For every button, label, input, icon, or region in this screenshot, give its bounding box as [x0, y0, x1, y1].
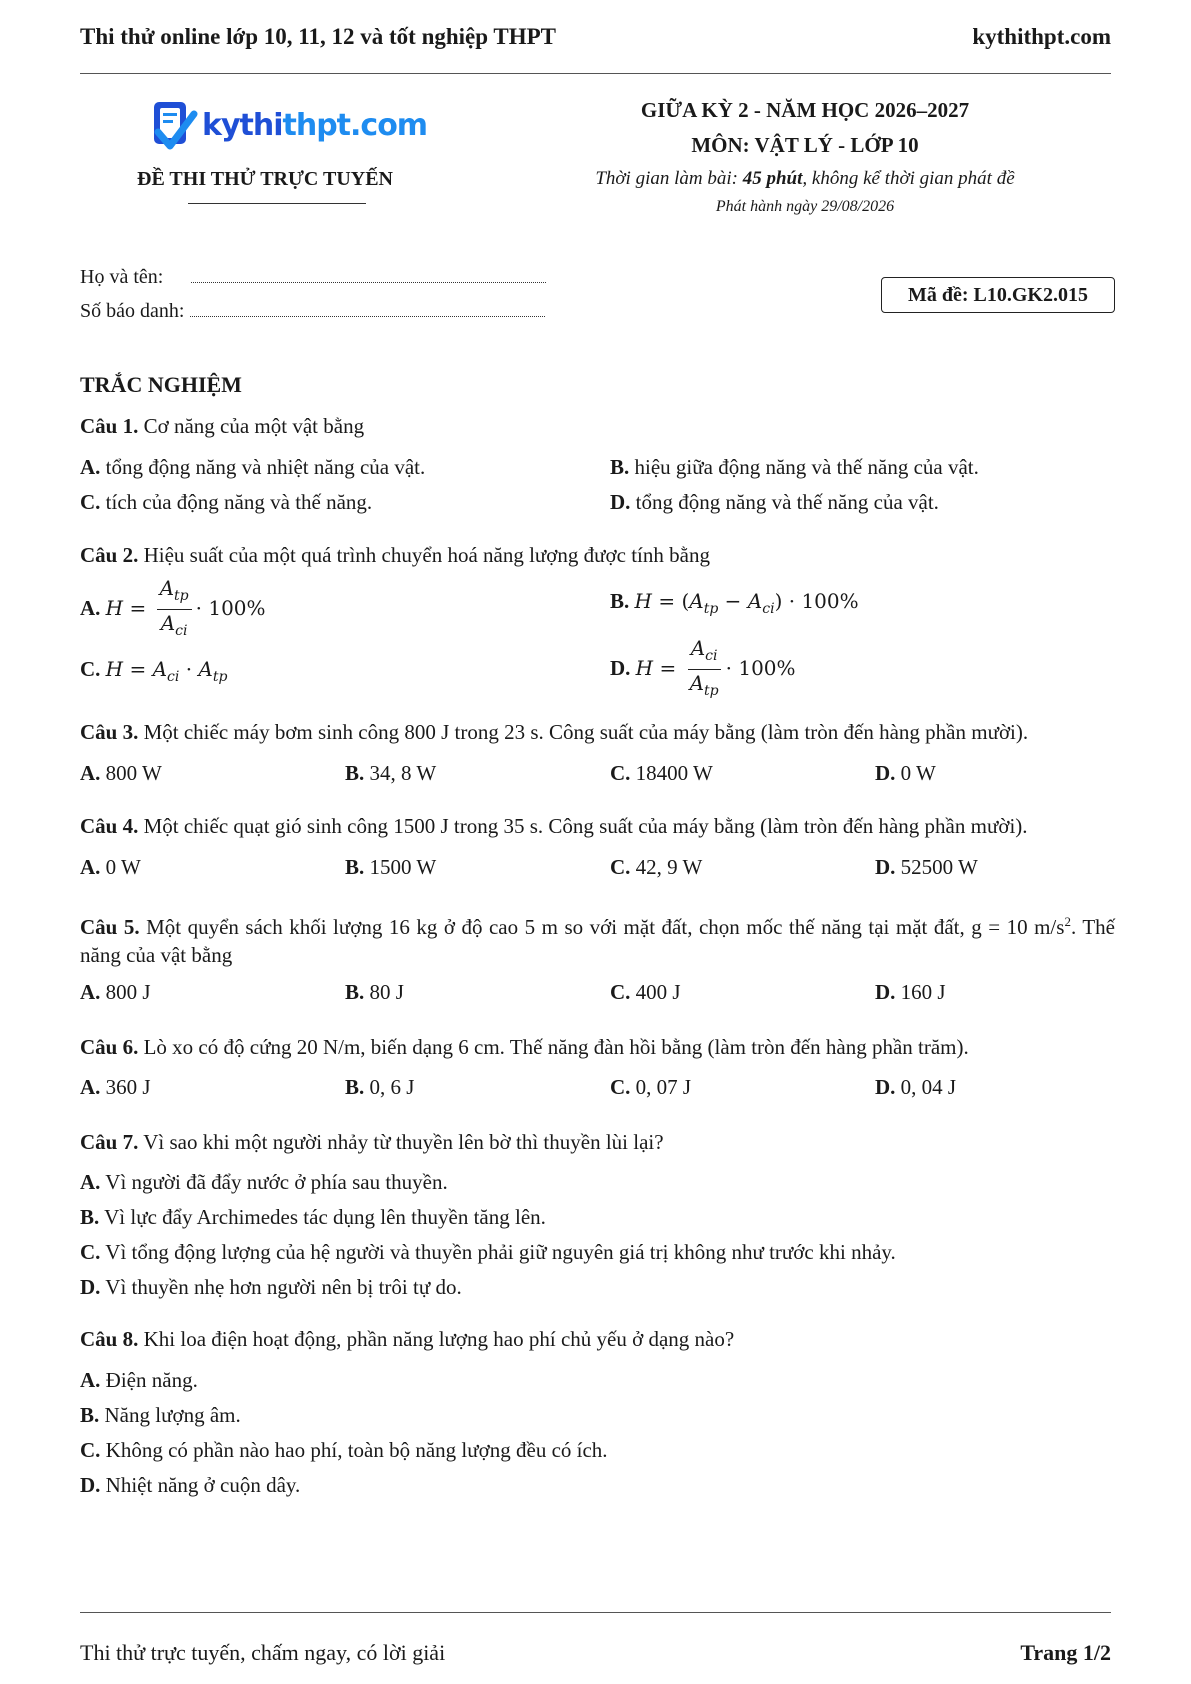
option-key: C. — [80, 1240, 101, 1264]
option-a[interactable] — [80, 855, 141, 880]
page-footer — [80, 1640, 1111, 1666]
option-a[interactable] — [80, 455, 425, 480]
option-key: B. — [345, 761, 365, 785]
school-label: ĐỀ THI THỬ TRỰC TUYẾN — [137, 168, 393, 190]
exam-subject: MÔN: VẬT LÝ - LỚP 10 — [691, 133, 919, 157]
question-text: Cơ năng của một vật bằng — [138, 414, 365, 438]
option-key: A. — [80, 1170, 101, 1194]
question-2 — [80, 541, 1115, 569]
option-key: B. — [80, 1205, 100, 1229]
question-text: Một chiếc máy bơm sinh công 800 J trong 23 s. Công suất của máy bằng (làm tròn đến hàng phần mười). — [138, 720, 1029, 744]
option-key: D. — [875, 980, 896, 1004]
option-text: 0, 07 J — [630, 1075, 692, 1099]
question-label: Câu 4. — [80, 814, 139, 838]
option-key: B. — [345, 980, 365, 1004]
question-label: Câu 2. — [80, 543, 139, 567]
option-key: D. — [875, 1075, 896, 1099]
option-text: Vì thuyền nhẹ hơn người nên bị trôi tự do. — [100, 1275, 462, 1299]
option-a[interactable] — [80, 761, 162, 786]
duration-suffix: , không kể thời gian phát đề — [802, 168, 1015, 189]
option-key: B. — [80, 1403, 100, 1427]
option-key: A. — [80, 761, 101, 785]
student-name-label: Họ và tên: — [80, 266, 164, 288]
option-c[interactable] — [80, 1438, 608, 1463]
duration-prefix: Thời gian làm bài: — [595, 168, 743, 189]
option-text: 400 J — [630, 980, 681, 1004]
option-b[interactable] — [80, 1403, 241, 1428]
formula-a: H = $\frac{A_{tp}}{A_{ci}}$ · 100% — [105, 576, 266, 639]
option-text: 360 J — [100, 1075, 151, 1099]
option-key: B. — [610, 589, 630, 613]
option-c[interactable] — [80, 657, 227, 685]
exam-code-box: Mã đề: L10.GK2.015 — [881, 277, 1115, 313]
option-text: Vì tổng động lượng của hệ người và thuyền phải giữ nguyên giá trị không như trước khi nhảy. — [100, 1240, 896, 1264]
option-b[interactable] — [345, 855, 436, 880]
option-a[interactable] — [80, 1075, 151, 1100]
student-name-blank[interactable] — [191, 266, 546, 283]
option-a[interactable] — [80, 575, 266, 644]
option-key: C. — [610, 761, 631, 785]
option-text: Vì lực đẩy Archimedes tác dụng lên thuyền tăng lên. — [99, 1205, 546, 1229]
question-7 — [80, 1128, 1115, 1156]
option-text: 800 W — [100, 761, 162, 785]
question-3 — [80, 718, 1115, 746]
option-d[interactable] — [610, 490, 939, 515]
option-c[interactable] — [610, 1075, 691, 1100]
option-key: C. — [80, 657, 101, 681]
option-b[interactable] — [610, 455, 979, 480]
section-title: TRẮC NGHIỆM — [80, 372, 242, 397]
option-text: hiệu giữa động năng và thế năng của vật. — [629, 455, 979, 479]
question-label: Câu 7. — [80, 1130, 139, 1154]
site-logo[interactable] — [150, 98, 427, 152]
option-c[interactable] — [80, 1240, 896, 1265]
logo-text-domain: thpt.com — [282, 107, 428, 143]
option-d[interactable] — [875, 761, 936, 786]
option-c[interactable] — [610, 980, 681, 1005]
option-d[interactable] — [80, 1473, 300, 1498]
option-key: C. — [610, 980, 631, 1004]
option-text: 52500 W — [895, 855, 978, 879]
question-text: Vì sao khi một người nhảy từ thuyền lên bờ thì thuyền lùi lại? — [138, 1130, 664, 1154]
option-text: tích của động năng và thế năng. — [100, 490, 373, 514]
option-text: 0, 04 J — [895, 1075, 957, 1099]
option-key: D. — [80, 1473, 101, 1497]
option-a[interactable] — [80, 1170, 448, 1195]
school-underline — [188, 203, 366, 204]
option-text: 42, 9 W — [630, 855, 703, 879]
question-label: Câu 5. — [80, 915, 140, 939]
student-id-field — [80, 300, 545, 323]
footer-divider — [80, 1612, 1111, 1613]
student-id-label: Số báo danh: — [80, 300, 185, 322]
question-6 — [80, 1033, 1115, 1061]
option-key: C. — [610, 855, 631, 879]
option-key: A. — [80, 1368, 101, 1392]
option-text: 0 W — [895, 761, 936, 785]
option-key: C. — [80, 1438, 101, 1462]
option-text: 34, 8 W — [364, 761, 437, 785]
question-label: Câu 3. — [80, 720, 139, 744]
option-text: 80 J — [364, 980, 404, 1004]
option-text: Điện năng. — [100, 1368, 198, 1392]
option-d[interactable] — [875, 855, 978, 880]
header-title: Thi thử online lớp 10, 11, 12 và tốt nghiệp THPT — [80, 24, 556, 49]
formula-d: H = $\frac{A_{ci}}{A_{tp}}$ · 100% — [635, 636, 796, 699]
question-text-end: . Thế năng của vật bằng — [80, 915, 1115, 967]
question-exponent: 2 — [1064, 914, 1071, 929]
page-header — [80, 22, 1111, 52]
student-id-blank[interactable] — [190, 300, 545, 317]
formula-b: $H = (A_{tp} - A_{ci}) \cdot 100\%$ — [634, 589, 859, 617]
page-number: Trang 1/2 — [1020, 1640, 1111, 1665]
option-d[interactable] — [610, 635, 796, 704]
option-key: D. — [875, 855, 896, 879]
option-text: tổng động năng và nhiệt năng của vật. — [100, 455, 426, 479]
option-a[interactable] — [80, 1368, 198, 1393]
exam-title: GIỮA KỲ 2 - NĂM HỌC 2026–2027 — [640, 98, 970, 122]
question-label: Câu 1. — [80, 414, 139, 438]
option-key: B. — [345, 855, 365, 879]
question-text: Một chiếc quạt gió sinh công 1500 J trong 35 s. Công suất của máy bằng (làm tròn đến hàng phần mười). — [138, 814, 1028, 838]
question-4 — [80, 812, 1115, 840]
option-key: B. — [610, 455, 630, 479]
option-b[interactable] — [345, 980, 404, 1005]
logo-text-main: kythi — [202, 107, 283, 143]
option-key: A. — [80, 596, 101, 620]
option-b[interactable] — [345, 761, 436, 786]
release-date: Phát hành ngày 29/08/2026 — [715, 198, 895, 215]
duration-value: 45 phút — [742, 168, 803, 189]
option-key: A. — [80, 1075, 101, 1099]
question-text: Lò xo có độ cứng 20 N/m, biến dạng 6 cm. Thế năng đàn hồi bằng (làm tròn đến hàng phần trăm). — [138, 1035, 969, 1059]
option-key: C. — [80, 490, 101, 514]
option-b[interactable] — [345, 1075, 414, 1100]
logo-icon — [150, 98, 200, 152]
student-name-field — [80, 266, 546, 289]
question-text: Một quyển sách khối lượng 16 kg ở độ cao 5 m so với mặt đất, chọn mốc thế năng tại mặt đất, g = 10 m/s — [139, 915, 1065, 939]
question-5 — [80, 908, 1115, 969]
option-key: D. — [610, 656, 631, 680]
option-text: tổng động năng và thế năng của vật. — [630, 490, 939, 514]
option-text: 0, 6 J — [364, 1075, 415, 1099]
option-key: D. — [875, 761, 896, 785]
option-key: B. — [345, 1075, 365, 1099]
option-key: A. — [80, 980, 101, 1004]
question-label: Câu 6. — [80, 1035, 139, 1059]
option-b[interactable] — [610, 589, 859, 617]
footer-tagline: Thi thử trực tuyến, chấm ngay, có lời giải — [80, 1640, 446, 1665]
option-c[interactable] — [610, 855, 702, 880]
option-c[interactable] — [610, 761, 713, 786]
option-text: Năng lượng âm. — [99, 1403, 241, 1427]
option-text: 18400 W — [630, 761, 713, 785]
option-text: Vì người đã đẩy nước ở phía sau thuyền. — [100, 1170, 448, 1194]
option-key: A. — [80, 455, 101, 479]
option-key: D. — [610, 490, 631, 514]
option-d[interactable] — [875, 1075, 956, 1100]
option-c[interactable] — [80, 490, 372, 515]
question-text: Khi loa điện hoạt động, phần năng lượng hao phí chủ yếu ở dạng nào? — [138, 1327, 735, 1351]
question-8 — [80, 1325, 1115, 1353]
exam-heading — [560, 96, 1050, 218]
option-key: D. — [80, 1275, 101, 1299]
question-label: Câu 8. — [80, 1327, 139, 1351]
exam-duration — [560, 166, 1050, 196]
question-text: Hiệu suất của một quá trình chuyển hoá năng lượng được tính bằng — [138, 543, 710, 567]
option-text: 800 J — [100, 980, 151, 1004]
option-a[interactable] — [80, 980, 151, 1005]
option-text: Nhiệt năng ở cuộn dây. — [100, 1473, 301, 1497]
option-key: C. — [610, 1075, 631, 1099]
option-text: Không có phần nào hao phí, toàn bộ năng lượng đều có ích. — [100, 1438, 608, 1462]
option-key: A. — [80, 855, 101, 879]
option-text: 1500 W — [364, 855, 437, 879]
formula-c: $H = A_{ci} \cdot A_{tp}$ — [105, 657, 228, 685]
option-b[interactable] — [80, 1205, 546, 1230]
question-1 — [80, 412, 1115, 440]
option-text: 160 J — [895, 980, 946, 1004]
header-divider — [80, 73, 1111, 74]
option-d[interactable] — [80, 1275, 462, 1300]
option-text: 0 W — [100, 855, 141, 879]
header-site-link[interactable]: kythithpt.com — [972, 24, 1111, 49]
option-d[interactable] — [875, 980, 946, 1005]
